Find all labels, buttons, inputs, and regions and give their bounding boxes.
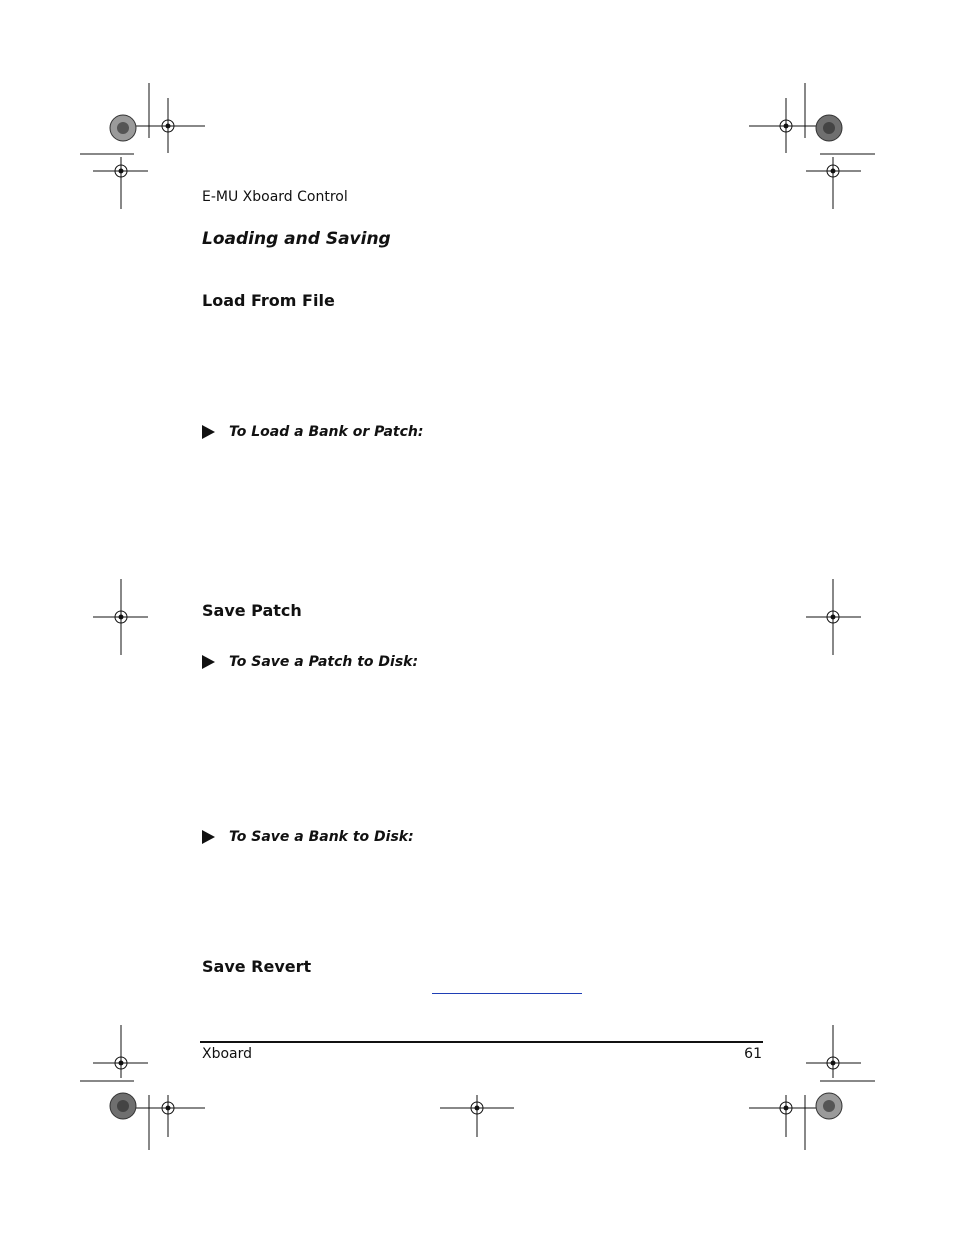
footer-product: Xboard xyxy=(202,1046,253,1062)
hyperlink-underline[interactable] xyxy=(432,993,582,994)
procedure-label: To Load a Bank or Patch: xyxy=(229,424,424,440)
procedure-save-patch-to-disk xyxy=(202,654,418,670)
procedure-arrow-icon xyxy=(202,655,215,669)
subsection-load-from-file: Load From File xyxy=(202,291,335,310)
running-header: E-MU Xboard Control xyxy=(202,189,348,205)
subsection-save-revert: Save Revert xyxy=(202,957,312,976)
procedure-arrow-icon xyxy=(202,425,215,439)
procedure-save-bank-to-disk xyxy=(202,829,414,845)
procedure-load-bank-or-patch xyxy=(202,424,423,440)
procedure-arrow-icon xyxy=(202,830,215,844)
subsection-save-patch: Save Patch xyxy=(202,601,302,620)
footer-rule xyxy=(200,1041,763,1043)
procedure-label: To Save a Bank to Disk: xyxy=(229,829,414,845)
section-title: Loading and Saving xyxy=(202,229,391,249)
procedure-label: To Save a Patch to Disk: xyxy=(229,654,419,670)
page-number: 61 xyxy=(744,1046,762,1062)
